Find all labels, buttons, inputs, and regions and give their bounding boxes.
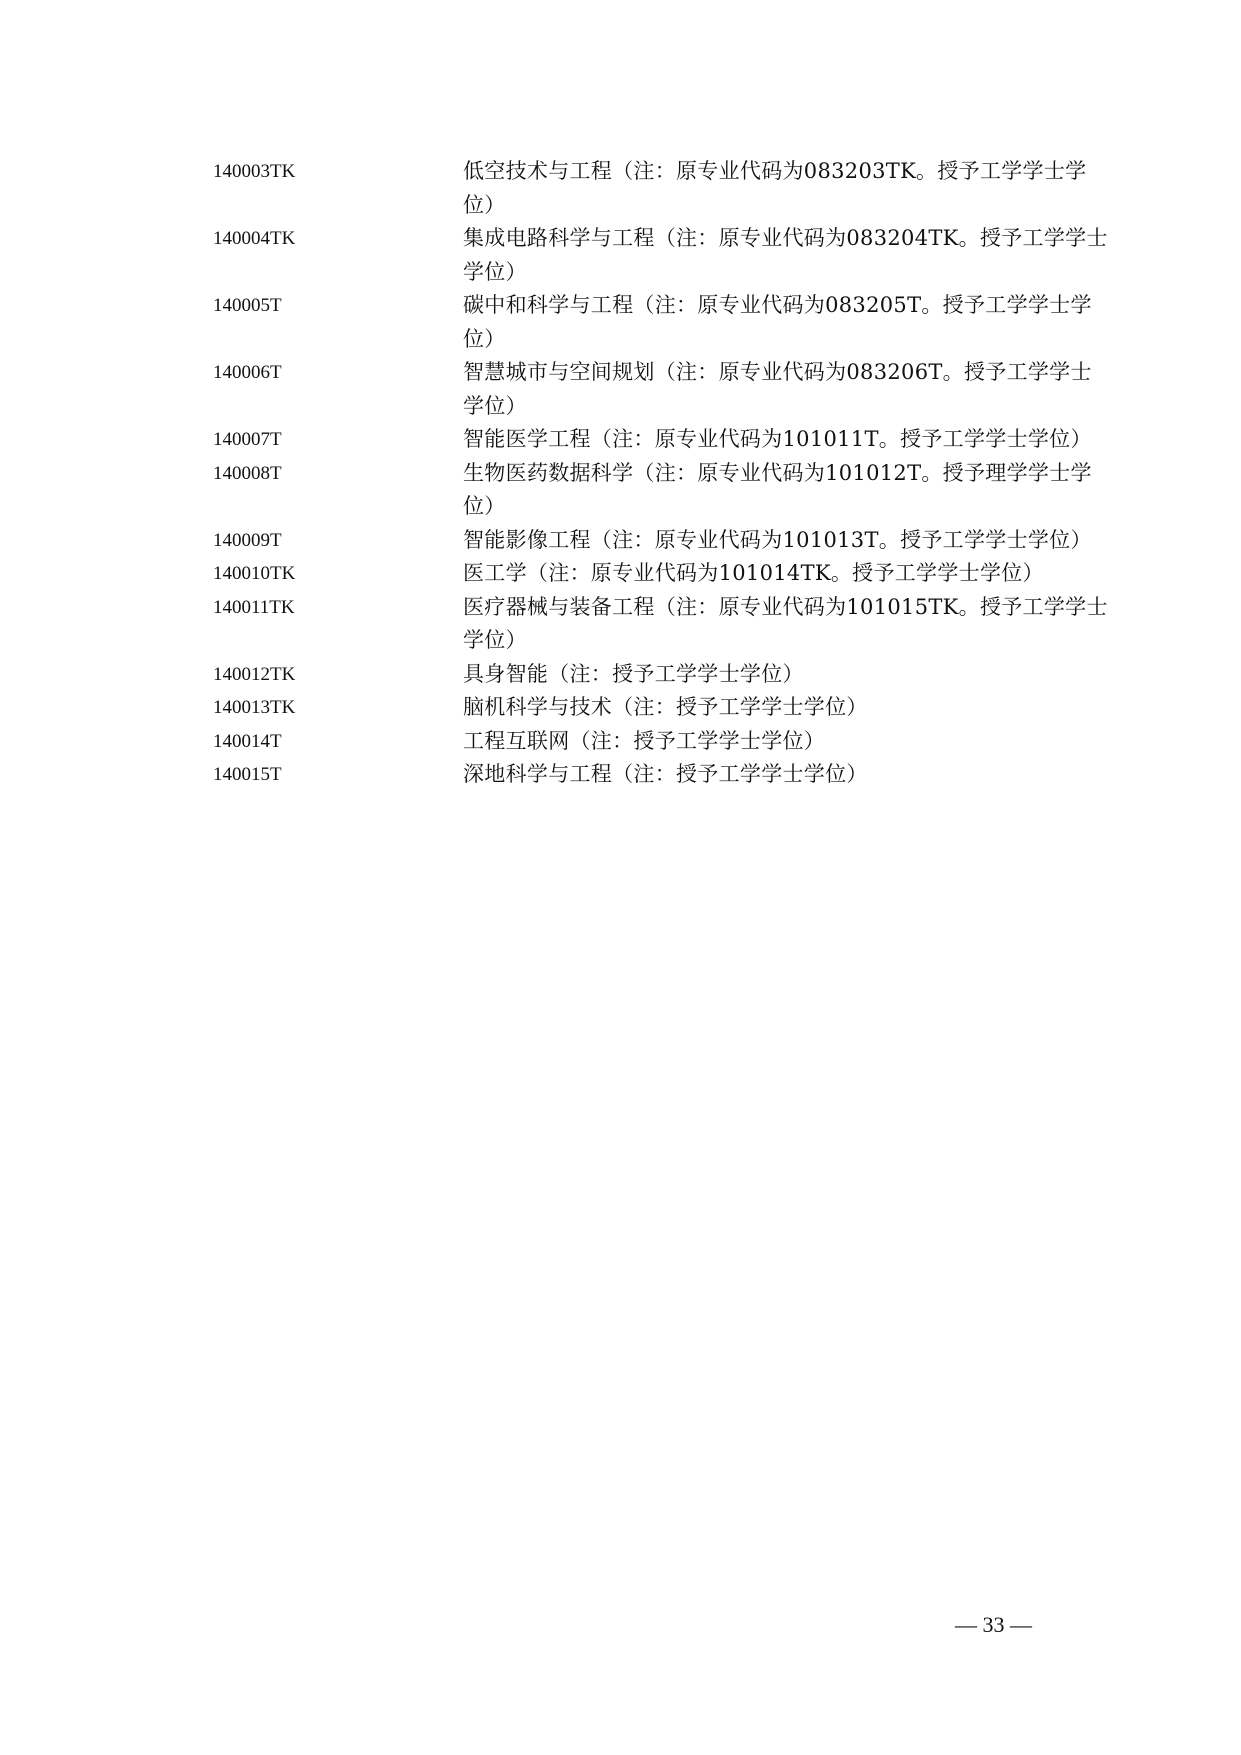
list-item bbox=[213, 155, 1113, 222]
major-name: 智能影像工程（注：原专业代码为101013T。授予工学学士学位） bbox=[463, 527, 1092, 552]
list-item bbox=[213, 557, 1113, 591]
major-code: 140010TK bbox=[213, 563, 296, 584]
major-name: 具身智能（注：授予工学学士学位） bbox=[463, 661, 804, 686]
major-name: 低空技术与工程（注：原专业代码为083203TK。授予工学学士学位） bbox=[463, 159, 1087, 217]
list-item bbox=[213, 356, 1113, 423]
major-name: 医工学（注：原专业代码为101014TK。授予工学学士学位） bbox=[463, 561, 1044, 585]
major-name: 智慧城市与空间规划（注：原专业代码为083206T。授予工学学士学位） bbox=[463, 360, 1092, 418]
major-name: 生物医药数据科学（注：原专业代码为101012T。授予理学学士学位） bbox=[463, 460, 1092, 518]
major-code: 140004TK bbox=[213, 228, 296, 249]
list-item bbox=[213, 758, 1113, 792]
major-code: 140006T bbox=[213, 362, 282, 383]
list-item bbox=[213, 423, 1113, 457]
major-code: 140005T bbox=[213, 295, 282, 316]
major-name: 工程互联网（注：授予工学学士学位） bbox=[463, 728, 826, 753]
major-code: 140013TK bbox=[213, 697, 296, 718]
major-code: 140009T bbox=[213, 529, 282, 551]
major-code: 140015T bbox=[213, 764, 282, 785]
major-code: 140003TK bbox=[213, 161, 296, 182]
list-item bbox=[213, 457, 1113, 524]
list-item bbox=[213, 222, 1113, 289]
list-item bbox=[213, 591, 1113, 658]
major-name: 脑机科学与技术（注：授予工学学士学位） bbox=[463, 695, 868, 719]
major-code: 140008T bbox=[213, 462, 282, 484]
major-name: 深地科学与工程（注：授予工学学士学位） bbox=[463, 762, 868, 786]
major-list bbox=[213, 155, 1113, 792]
major-name: 医疗器械与装备工程（注：原专业代码为101015TK。授予工学学士学位） bbox=[463, 594, 1108, 652]
major-code: 140007T bbox=[213, 429, 282, 450]
page-number: — 33 — bbox=[955, 1612, 1032, 1637]
list-item bbox=[213, 725, 1113, 759]
list-item bbox=[213, 289, 1113, 356]
major-name: 碳中和科学与工程（注：原专业代码为083205T。授予工学学士学位） bbox=[463, 293, 1092, 351]
major-code: 140014T bbox=[213, 730, 282, 752]
major-name: 集成电路科学与工程（注：原专业代码为083204TK。授予工学学士学位） bbox=[463, 226, 1108, 284]
list-item bbox=[213, 524, 1113, 558]
list-item bbox=[213, 691, 1113, 725]
major-code: 140011TK bbox=[213, 596, 295, 618]
list-item bbox=[213, 658, 1113, 692]
major-name: 智能医学工程（注：原专业代码为101011T。授予工学学士学位） bbox=[463, 427, 1092, 451]
major-code: 140012TK bbox=[213, 663, 296, 685]
